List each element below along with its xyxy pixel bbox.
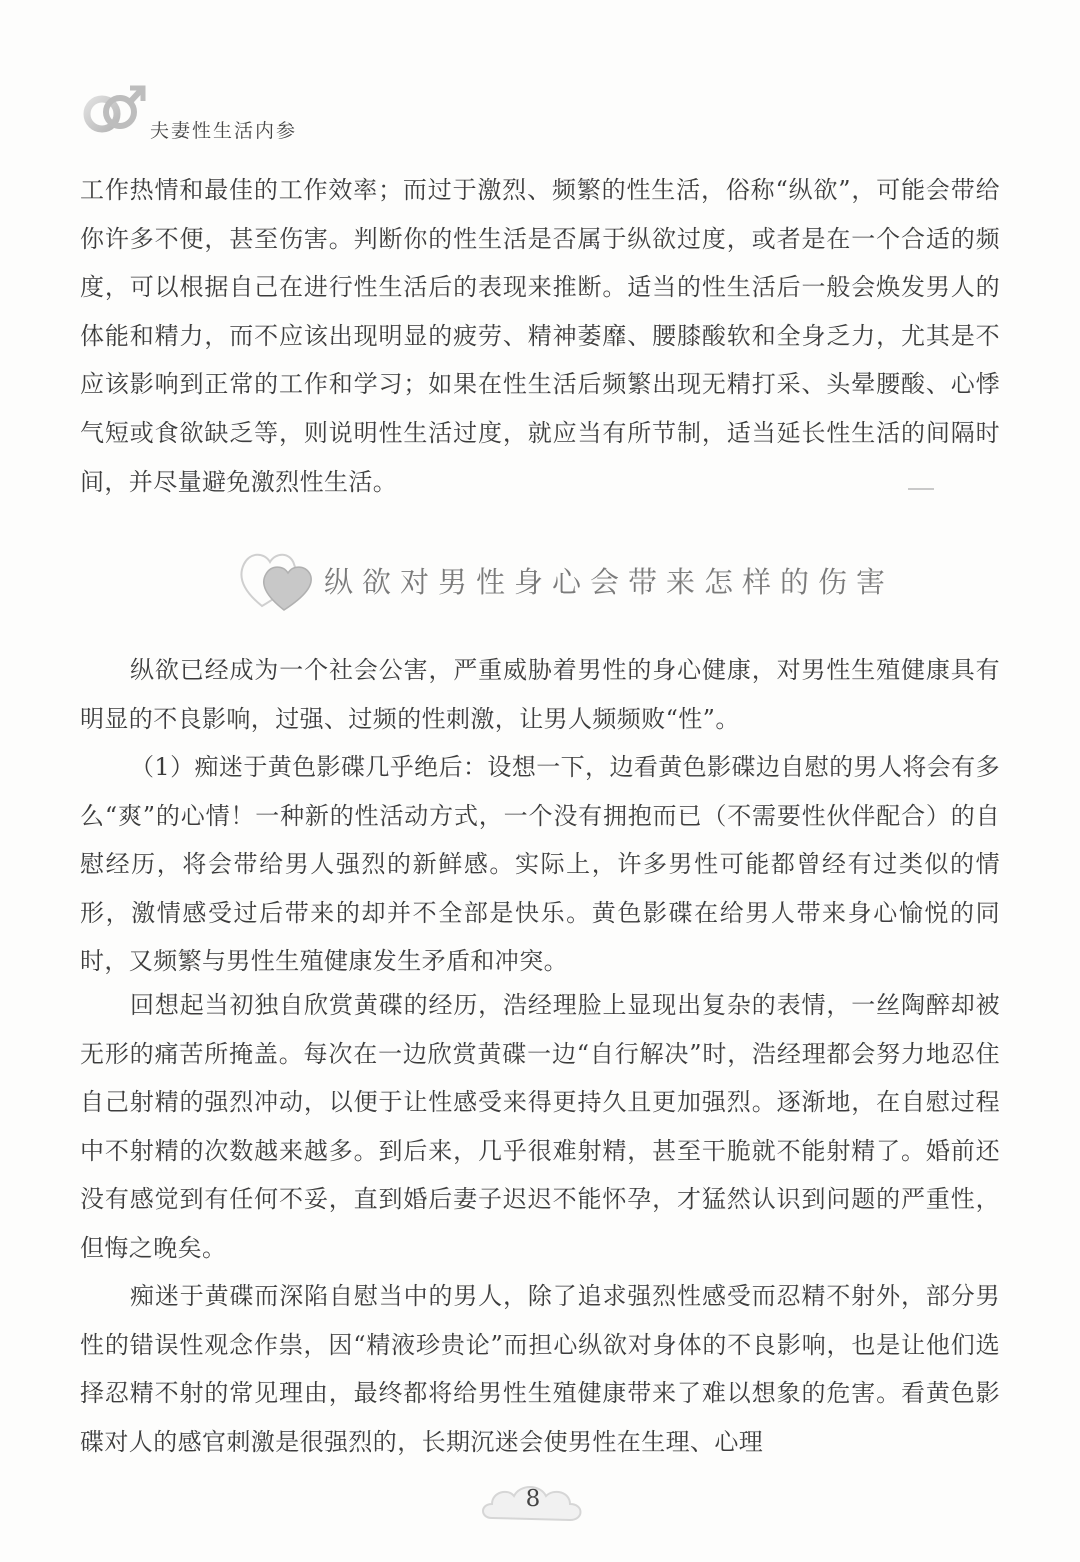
page-number: 8 [525,1486,541,1512]
body-paragraph: （1）痴迷于黄色影碟几乎绝后：设想一下，边看黄色影碟边自慰的男人将会有多么“爽”的心情！一种新的性活动方式，一个没有拥抱而已（不需要性伙伴配合）的自慰经历，将会带给男人强烈的新鲜感。实际上，许多男性可能都曾经有过类似的情形，激情感受过后带来的却并不全部是快乐。黄色影碟在给男人带来身心愉悦的同时，又频繁与男性生殖健康发生矛盾和冲突。 [80,753,1000,976]
body-paragraph: 纵欲已经成为一个社会公害，严重威胁着男性的身心健康，对男性生殖健康具有明显的不良影响，过强、过频的性刺激，让男人频频败“性”。 [80,656,1000,733]
double-heart-icon [236,540,322,614]
section-heading [236,540,895,620]
page-footer [478,1474,588,1534]
body-paragraph: 痴迷于黄碟而深陷自慰当中的男人，除了追求强烈性感受而忍精不射外，部分男性的错误性观念作祟，因“精液珍贵论”而担心纵欲对身体的不良影响，也是让他们选择忍精不射的常见理由，最终都将给男性生殖健康带来了难以想象的危害。看黄色影碟对人的感官刺激是很强烈的，长期沉迷会使男性在生理、心理 [80,1282,1000,1456]
male-female-symbol-icon [80,82,152,154]
book-title: 夫妻性生活内参 [150,120,298,142]
decorative-dash [908,488,934,490]
running-header [80,82,480,162]
body-paragraph: 工作热情和最佳的工作效率；而过于激烈、频繁的性生活，俗称“纵欲”，可能会带给你许多不便，甚至伤害。判断你的性生活是否属于纵欲过度，或者是在一个合适的频度，可以根据自己在进行性生活后的表现来推断。适当的性生活后一般会焕发男人的体能和精力，而不应该出现明显的疲劳、精神萎靡、腰膝酸软和全身乏力，尤其是不应该影响到正常的工作和学习；如果在性生活后频繁出现无精打采、头晕腰酸、心悸气短或食欲缺乏等，则说明性生活过度，就应当有所节制，适当延长性生活的间隔时间，并尽量避免激烈性生活。 [80,176,1000,496]
body-paragraph: 回想起当初独自欣赏黄碟的经历，浩经理脸上显现出复杂的表情，一丝陶醉却被无形的痛苦所掩盖。每次在一边欣赏黄碟一边“自行解决”时，浩经理都会努力地忍住自己射精的强烈冲动，以便于让性感受来得更持久且更加强烈。逐渐地，在自慰过程中不射精的次数越来越多。到后来，几乎很难射精，甚至干脆就不能射精了。婚前还没有感觉到有任何不妥，直到婚后妻子迟迟不能怀孕，才猛然认识到问题的严重性，但悔之晚矣。 [80,991,1000,1262]
section-heading-text: 纵欲对男性身心会带来怎样的伤害 [324,565,895,599]
